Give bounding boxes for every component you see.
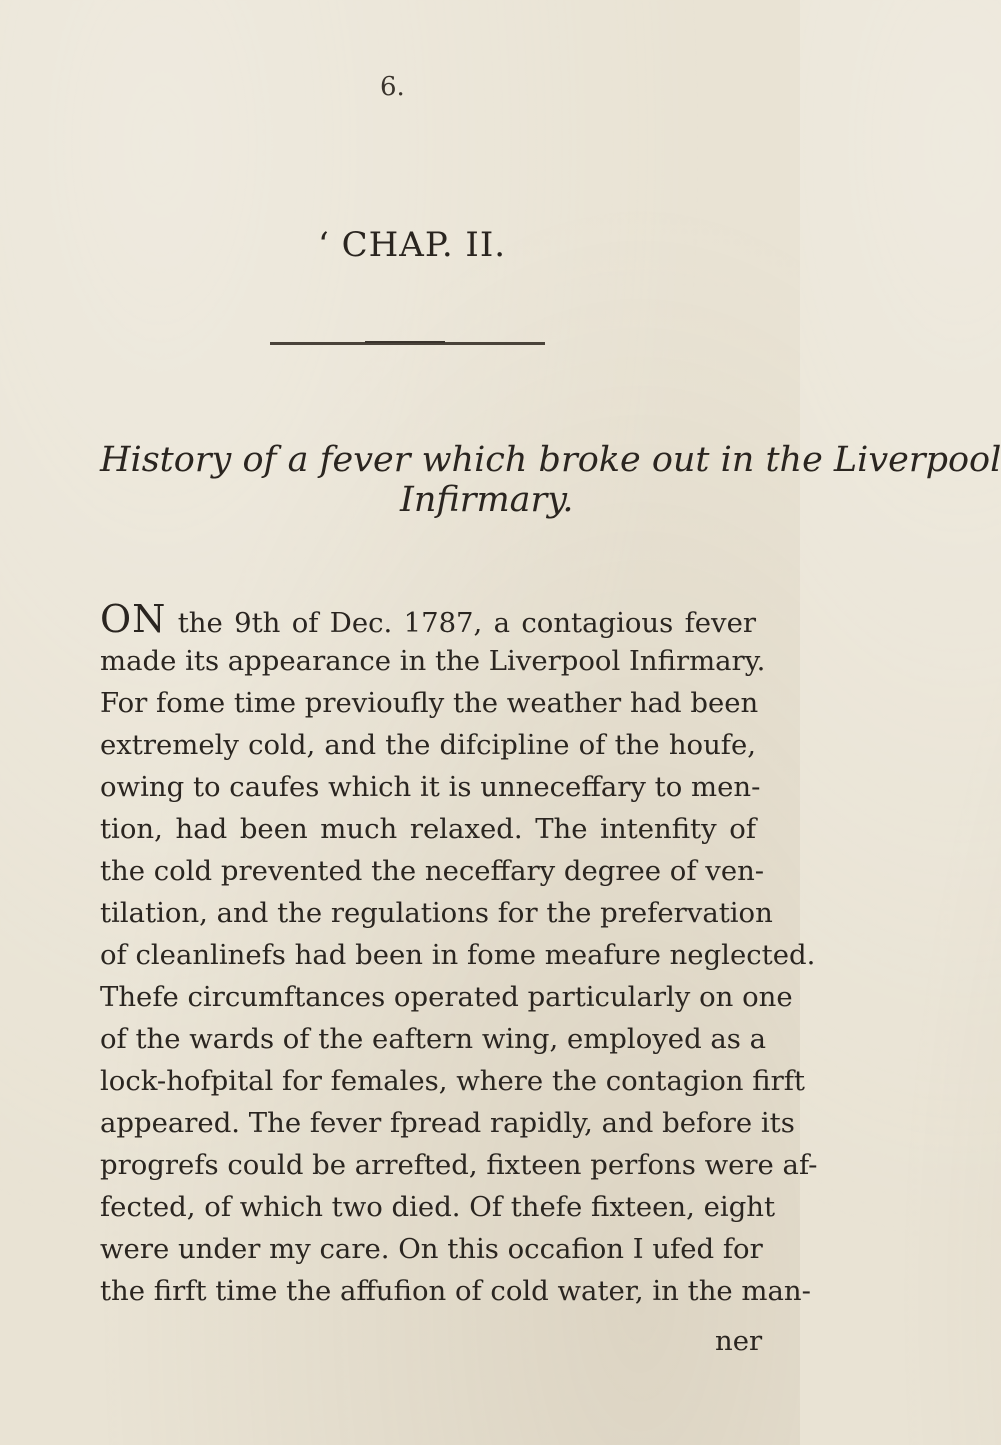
- body-line: tilation, and the regulations for the prefervation: [100, 897, 773, 929]
- page-number: 6.: [380, 72, 405, 102]
- body-line: For fome time previoufly the weather had been: [100, 687, 759, 719]
- body-line: of the wards of the eaftern wing, employed as a: [100, 1023, 767, 1055]
- body-line: progrefs could be arrefted, fixteen perfons were af-: [100, 1149, 818, 1181]
- body-text: [100, 597, 818, 1312]
- body-line: extremely cold, and the difcipline of the houfe,: [100, 729, 756, 761]
- body-line: of cleanlinefs had been in fome meafure neglected.: [100, 939, 816, 971]
- opening-word: ON: [100, 597, 167, 641]
- body-line: made its appearance in the Liverpool Infirmary.: [100, 645, 766, 677]
- body-line: [100, 598, 756, 640]
- body-line: appeared. The fever fpread rapidly, and before its: [100, 1107, 795, 1139]
- decorative-rule: [270, 342, 545, 345]
- body-line: lock-hofpital for females, where the contagion firft: [100, 1065, 805, 1097]
- section-title-line-1: History of a fever which broke out in the Liverpool: [100, 440, 1001, 480]
- body-line: Thefe circumftances operated particularly on one: [100, 981, 793, 1013]
- body-line: were under my care. On this occafion I ufed for: [100, 1233, 763, 1265]
- body-line: the cold prevented the neceffary degree of ven-: [100, 855, 765, 887]
- first-line-text: the 9th of Dec. 1787, a contagious fever: [177, 607, 756, 639]
- body-line: owing to caufes which it is unneceffary to men-: [100, 771, 761, 803]
- catchword: ner: [715, 1325, 763, 1357]
- chapter-heading: ‘ CHAP. II.: [318, 225, 507, 265]
- section-title-line-2: Infirmary.: [400, 480, 574, 520]
- body-line: tion, had been much relaxed. The intenfity of: [100, 813, 756, 845]
- body-line: fected, of which two died. Of thefe fixteen, eight: [100, 1191, 776, 1223]
- body-line: the firft time the affufion of cold water, in the man-: [100, 1275, 811, 1307]
